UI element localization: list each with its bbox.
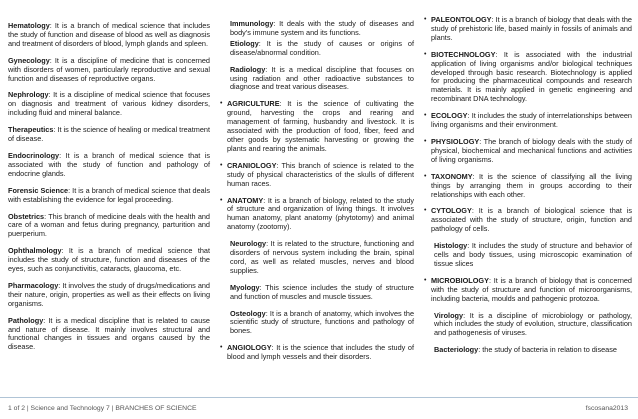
definition: : It is the science of cultivating the ground, harvesting the crops and rearing and management of farming, husbandry and livestock. It is associated with the production of food, fiber, feed and other goods by systematic harvesting or growing the plants and rearing the animals.	[227, 99, 414, 153]
sub-entry	[220, 310, 414, 337]
definition-entry	[8, 152, 210, 179]
term: Pathology	[8, 315, 44, 325]
definition-entry	[8, 22, 210, 49]
definition: : It includes the study of interrelationships between living organisms and their environment.	[431, 111, 632, 130]
term: Obstetrics	[8, 211, 45, 221]
definition: : The branch of biology deals with the study of physical, biochemical and mechanical functions and activities of living organisms.	[431, 136, 632, 164]
definition: : It is a discipline of medicine that is concerned with disorders of women, particularly reproductive and sexual function and diseases of reproductive organs.	[8, 55, 210, 83]
definition-entry	[220, 20, 414, 38]
sub-entry	[424, 312, 632, 339]
column-left	[8, 22, 210, 360]
term: TAXONOMY	[431, 171, 473, 181]
term: Myology	[230, 282, 260, 292]
definition-entry	[8, 282, 210, 309]
term: ANGIOLOGY	[227, 343, 272, 353]
bullet-icon: •	[424, 276, 427, 284]
column-right	[424, 16, 632, 363]
term: Ophthalmology	[8, 246, 62, 256]
term: Virology	[434, 310, 464, 320]
term: CYTOLOGY	[431, 206, 472, 216]
definition: : It is the science that includes the study of blood and lymph vessels and their disorders.	[227, 343, 414, 362]
bullet-entry	[424, 173, 632, 200]
definition-entry	[8, 91, 210, 118]
bullet-icon: •	[424, 207, 427, 215]
term: Nephrology	[8, 90, 49, 100]
sub-entry	[424, 346, 632, 355]
bullet-entry	[424, 277, 632, 304]
term: ANATOMY	[227, 195, 264, 205]
bullet-entry	[424, 16, 632, 43]
definition: : It is a branch of anatomy, which involves the scientific study of structure, functions and pathology of bones.	[230, 308, 414, 336]
footer-author: fscosana2013	[585, 405, 628, 412]
column-middle	[220, 20, 414, 370]
term: PALEONTOLOGY	[431, 15, 492, 24]
definition-entry	[8, 317, 210, 353]
term: CRANIOLOGY	[227, 160, 277, 170]
bullet-icon: •	[424, 50, 427, 58]
bullet-entry	[220, 100, 414, 153]
sub-entry	[220, 240, 414, 276]
bullet-icon: •	[220, 196, 223, 204]
definition: : This branch of science is related to the study of physical characteristics of the skulls of different human races.	[227, 160, 414, 188]
term: AGRICULTURE	[227, 99, 280, 109]
definition-entry	[8, 187, 210, 205]
term: Hematology	[8, 21, 50, 30]
term: Immunology	[230, 19, 274, 28]
bullet-icon: •	[424, 16, 427, 23]
definition: : It is a branch of biology that is concerned with the study of structure and function of microorganisms, including bacteria, moulds and pathogenic protozoa.	[431, 275, 632, 303]
definition: : It is a branch of medical science that is associated with the study of function and pathology of endocrine glands.	[8, 150, 210, 178]
term: Osteology	[230, 308, 266, 318]
footer-page-info: 1 of 2 | Science and Technology 7 | BRANCHES OF SCIENCE	[8, 405, 197, 412]
bullet-entry	[424, 207, 632, 234]
definition-entry	[220, 40, 414, 58]
definition: : It is a branch of medical science that includes the study of function and disease of blood as well as diagnosis and treatment of disorders of blood, lymph glands and spleen.	[8, 21, 210, 48]
definition-entry	[8, 57, 210, 84]
bullet-entry	[220, 344, 414, 362]
definition: : This science includes the study of structure and function of muscles and muscle tissues.	[230, 282, 414, 301]
term: Bacteriology	[434, 345, 479, 355]
definition: : It deals with the study of diseases and body's immune system and its functions.	[230, 19, 414, 37]
term: Endocrinology	[8, 150, 60, 160]
definition-entry	[220, 66, 414, 93]
term: BIOTECHNOLOGY	[431, 49, 496, 59]
bullet-icon: •	[424, 112, 427, 120]
definition-entry	[8, 247, 210, 274]
sub-entry	[424, 242, 632, 269]
definition: : the study of bacteria in relation to disease	[478, 345, 617, 355]
definition: : It is a branch of biology that deals with the study of prehistoric life, based mainly in fossils of animals and plants.	[431, 15, 632, 42]
definition: : It is the study of causes or origins of disease/abnormal condition.	[230, 38, 414, 57]
term: PHYSIOLOGY	[431, 136, 480, 146]
bullet-icon: •	[424, 172, 427, 180]
bullet-icon: •	[220, 100, 223, 108]
definition: : It is the science of healing or medical treatment of disease.	[8, 125, 210, 144]
term: Etiology	[230, 38, 259, 48]
term: Forensic Science	[8, 185, 69, 195]
definition: : It is a discipline of microbiology or pathology, which includes the study of evolution, structure, classification and pathogenesis of viruses.	[434, 310, 632, 338]
definition: : It is associated with the industrial application of living organisms and/or biological techniques developed through basic research. Biotechnology is applied for producing the pharmaceutical compounds and research materials. It is mainly applied in genetic engineering and recombinant DNA technology.	[431, 49, 632, 104]
bullet-entry	[424, 112, 632, 130]
definition-entry	[8, 126, 210, 144]
definition: : It includes the study of structure and behavior of cells and body tissues, using microscopic examination of tissue slices	[434, 241, 632, 268]
bullet-entry	[424, 51, 632, 104]
bullet-entry	[220, 197, 414, 233]
definition-entry	[8, 213, 210, 240]
bullet-icon: •	[220, 344, 223, 352]
bullet-entry	[220, 162, 414, 189]
term: ECOLOGY	[431, 111, 468, 121]
page-footer	[0, 397, 638, 419]
definition: : It is a branch of biological science that is associated with the study of structure, origin, function and pathology of cells.	[431, 206, 632, 234]
term: Pharmacology	[8, 280, 59, 290]
sub-entry	[220, 284, 414, 302]
definition: : It is related to the structure, functioning and disorders of nervous system including the brain, spinal cord, as well as related muscles, nerves and blood supplies.	[230, 239, 414, 275]
definition: : It is a branch of medical science that includes the study of structure, function and diseases of the eyes, such as conjunctivitis, cataracts, glaucoma, etc.	[8, 246, 210, 274]
definition: : It is a discipline of medical science that focuses on diagnosis and treatment of various kidney disorders, including fluid and mineral balance.	[8, 90, 210, 118]
definition: : It is the science of classifying all the living things by arranging them in groups according to their relationships with each other.	[431, 171, 632, 199]
bullet-icon: •	[220, 161, 223, 169]
term: Gynecology	[8, 55, 50, 65]
definition: : It is a branch of medical science that deals with establishing the evidence for legal proceeding.	[8, 185, 210, 204]
term: Neurology	[230, 239, 267, 249]
definition: : This branch of medicine deals with the health and care of a woman and fetus during pregnancy, parturition and puerperium.	[8, 211, 210, 239]
bullet-icon: •	[424, 137, 427, 145]
term: Therapeutics	[8, 125, 54, 135]
term: Histology	[434, 241, 468, 251]
definition: : It is a medical discipline that is related to cause and nature of disease. It mainly involves structural and functional changes in tissues and organs caused by the disease.	[8, 315, 210, 352]
definition: : It involves the study of drugs/medications and their nature, origin, properties as well as their effects on living organisms.	[8, 280, 210, 308]
definition: : It is a branch of biology, related to the study of structure and organization of living things. It involves human anatomy, plant anatomy (phytotomy) and animal anatomy (zootomy).	[227, 195, 414, 232]
term: Radiology	[230, 64, 266, 74]
definition: : It is a medical discipline that focuses on using radiation and other radioactive substances to diagnose and treat various diseases.	[230, 64, 414, 92]
term: MICROBIOLOGY	[431, 275, 489, 285]
bullet-entry	[424, 138, 632, 165]
